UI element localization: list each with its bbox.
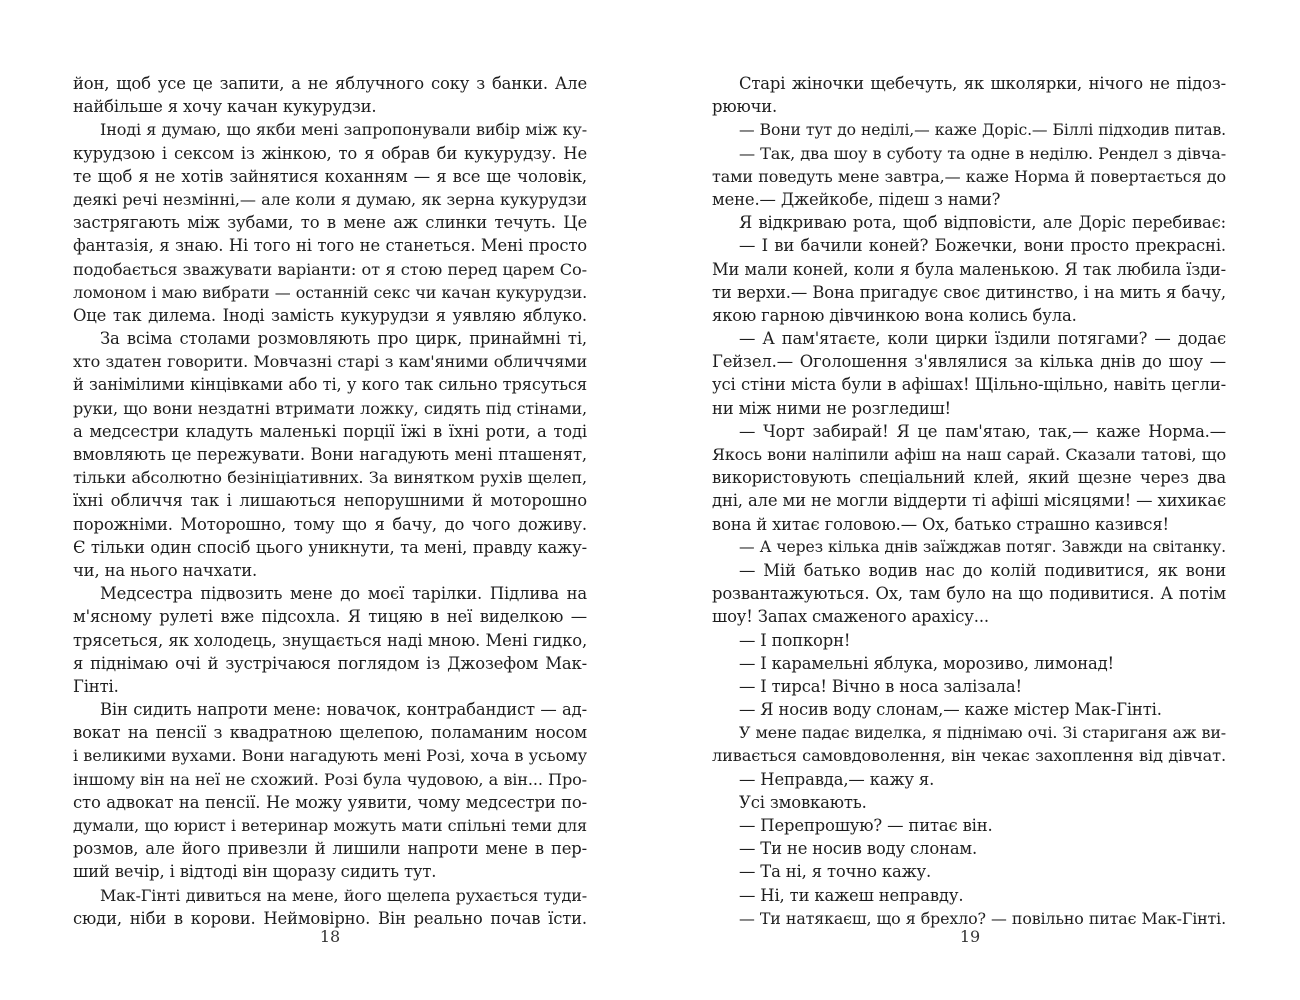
text-line: тами поведуть мене завтра,— каже Норма й повертається до	[712, 166, 1226, 186]
text-line: розвантажуються. Ох, там було на що подивитися. А потім	[712, 584, 1226, 604]
text-line: ни між ними не розгледиш!	[712, 398, 951, 418]
text-line: Я відкриваю рота, щоб відповісти, але Доріс перебиває:	[739, 213, 1226, 233]
text-line: йон, щоб усе це запити, а не яблучного соку з банки. Але	[73, 74, 587, 93]
text-line: усі стіни міста були в афішах! Щільно-щільно, навіть цегли-	[712, 375, 1226, 395]
text-line: — Ти натякаєш, що я брехло? — повільно питає Мак-Гінті.	[739, 908, 1226, 928]
text-line: Іноді я думаю, що якби мені запропонували вибір між ку-	[100, 120, 587, 140]
text-line: — Ти не носив воду слонам.	[739, 839, 978, 859]
text-line: ший вечір, і відтоді він щоразу сидить тут.	[73, 862, 437, 882]
text-line: Старі жіночки щебечуть, як школярки, нічого не підоз-	[739, 74, 1226, 93]
text-line: я піднімаю очі й зустрічаюся поглядом із Джозефом Мак-	[73, 653, 587, 673]
text-line: вона й хитає головою.— Ох, батько страшно казився!	[712, 514, 1169, 534]
text-line: а медсестри кладуть маленькі порції їжі в їхні роти, а тоді	[73, 421, 587, 441]
text-line: — І тирса! Вічно в носа залізала!	[739, 676, 1022, 696]
text-line: Якось вони наліпили афіш на наш сарай. Сказали татові, що	[712, 445, 1226, 464]
text-line: — І ви бачили коней? Божечки, вони просто прекрасні.	[739, 236, 1226, 256]
text-line: ливається самовдоволення, він чекає захоплення від дівчат.	[712, 746, 1226, 766]
text-line: тільки абсолютно безініціативних. За винятком рухів щелеп,	[73, 468, 587, 488]
text-line: — А пам'ятаєте, коли цирки їздили потягами? — додає	[739, 329, 1226, 349]
text-line: сто адвокат на пенсії. Не можу уявити, чому медсестри по-	[73, 792, 587, 812]
text-line: порожніми. Моторошно, тому що я бачу, до чого доживу.	[73, 514, 587, 534]
text-line: руки, що вони нездатні втримати ложку, сидять під стінами,	[73, 398, 587, 418]
text-line: Медсестра підвозить мене до моєї тарілки. Підлива на	[100, 584, 587, 604]
text-line: Гейзел.— Оголошення з'являлися за кілька днів до шоу —	[712, 352, 1226, 372]
text-line: їхні обличчя так і лишаються непорушними й моторошно	[73, 491, 587, 511]
text-line: — Перепрошую? — питає він.	[739, 816, 993, 835]
page-number-right: 19	[959, 927, 981, 946]
text-line: рюючи.	[712, 97, 778, 117]
text-line: Ми мали коней, коли я була маленькою. Я так любила їзди-	[712, 259, 1226, 279]
text-line: ломоном і маю вибрати — останній секс чи качан кукурудзи.	[73, 282, 587, 302]
text-line: — І карамельні яблука, морозиво, лимонад!	[739, 653, 1114, 673]
text-line: — Та ні, я точно кажу.	[739, 862, 932, 882]
text-line: хто здатен говорити. Мовчазні старі з кам'яними обличчями	[73, 352, 587, 372]
text-line: те щоб я не хотів зайнятися коханням — я все ще чоловік,	[73, 166, 587, 186]
text-line: чи, на нього начхати.	[73, 560, 258, 580]
text-line: — Вони тут до неділі,— каже Доріс.— Біллі підходив питав.	[739, 120, 1226, 140]
text-line: найбільше я хочу качан кукурудзи.	[73, 97, 377, 117]
text-line: розмов, але його привезли й лишили напроти мене в пер-	[73, 839, 587, 859]
text-line: використовують спеціальний клей, який щезне через два	[712, 468, 1226, 488]
text-line: курудзою і сексом із жінкою, то я обрав би кукурудзу. Не	[73, 143, 587, 163]
text-line: вокат на пенсії з квадратною щелепою, поламаним носом	[73, 723, 587, 743]
text-line: сюди, ніби в корови. Неймовірно. Він реально почав їсти.	[73, 908, 587, 928]
text-line: м'ясному рулеті вже підсохла. Я тицяю в неї виделкою —	[73, 607, 587, 627]
text-line: У мене падає виделка, я піднімаю очі. Зі стариганя аж ви-	[739, 723, 1226, 743]
left-page	[73, 72, 587, 930]
text-line: Оце так дилема. Іноді замість кукурудзи я уявляю яблуко.	[73, 305, 587, 325]
text-line: деякі речі незмінні,— але коли я думаю, як зерна кукурудзи	[73, 189, 587, 209]
text-line: ти верхи.— Вона пригадує своє дитинство, і на мить я бачу,	[712, 282, 1226, 302]
text-line: думали, що юрист і ветеринар можуть мати спільні теми для	[73, 816, 587, 835]
text-line: вмовляють це пережувати. Вони нагадують мені пташенят,	[73, 445, 587, 464]
text-line: — Так, два шоу в суботу та одне в неділю. Рендел з дівча-	[739, 143, 1226, 163]
right-page	[712, 72, 1226, 930]
text-line: подобається зважувати варіанти: от я стою перед царем Со-	[73, 259, 587, 279]
text-line: Усі змовкають.	[739, 792, 867, 812]
text-line: Є тільки один спосіб цього уникнути, та мені, правду кажу-	[73, 537, 587, 557]
text-line: — Я носив воду слонам,— каже містер Мак-Гінті.	[739, 700, 1162, 720]
text-line: шоу! Запах смаженого арахісу...	[712, 607, 989, 627]
text-line: іншому він на неї не схожий. Розі була чудовою, а він... Про-	[73, 769, 587, 789]
text-line: фантазія, я знаю. Ні того ні того не станеться. Мені просто	[73, 236, 587, 256]
text-line: За всіма столами розмовляють про цирк, принаймні ті,	[100, 329, 587, 349]
text-line: — Ні, ти кажеш неправду.	[739, 885, 964, 905]
text-line: трясеться, як холодець, знущається наді мною. Мені гидко,	[73, 630, 587, 650]
text-line: Гінті.	[73, 676, 119, 696]
text-line: дні, але ми не могли віддерти ті афіші місяцями! — хихикає	[712, 491, 1226, 511]
text-line: й занімілими кінцівками або ті, у кого так сильно трясуться	[73, 375, 587, 395]
text-line: — Неправда,— кажу я.	[739, 769, 935, 789]
text-line: Мак-Гінті дивиться на мене, його щелепа рухається туди-	[100, 885, 587, 905]
page-number-left: 18	[319, 927, 341, 946]
text-line: — Чорт забирай! Я це пам'ятаю, так,— каже Норма.—	[739, 421, 1226, 441]
text-line: застрягають між зубами, то в мене аж слинки течуть. Це	[73, 213, 587, 233]
text-line: і великими вухами. Вони нагадують мені Розі, хоча в усьому	[73, 746, 587, 766]
text-line: — А через кілька днів заїжджав потяг. Завжди на світанку.	[739, 537, 1226, 556]
text-line: мене.— Джейкобе, підеш з нами?	[712, 189, 1001, 209]
text-line: Він сидить напроти мене: новачок, контрабандист — ад-	[100, 700, 587, 720]
text-line: — І попкорн!	[739, 630, 851, 650]
text-line: якою гарною дівчинкою вона колись була.	[712, 305, 1077, 325]
text-line: — Мій батько водив нас до колій подивитися, як вони	[739, 560, 1226, 580]
